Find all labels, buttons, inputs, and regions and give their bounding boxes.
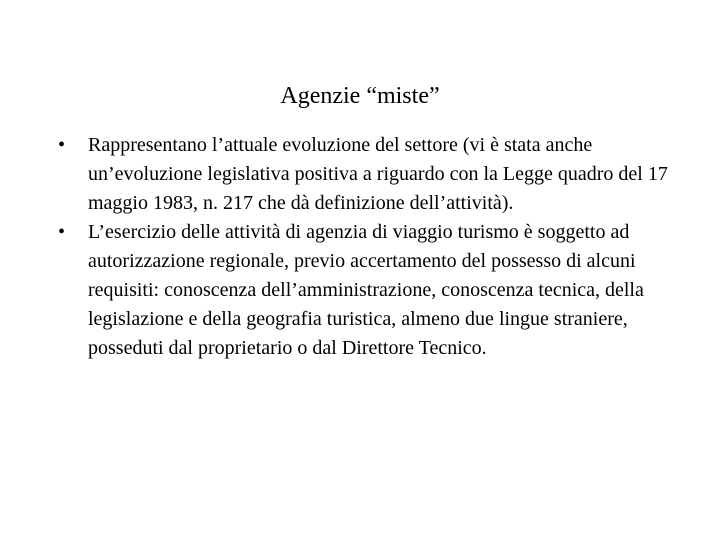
- bullet-text-1: Rappresentano l’attuale evoluzione del settore (vi è stata anche un’evoluzione legislativa positiva a riguardo con la Legge quadro del 17 maggio 1983, n. 217 che dà definizione dell’attività).: [88, 134, 668, 214]
- bullet-dot-icon: •: [58, 134, 66, 156]
- bullet-text-2: L’esercizio delle attività di agenzia di viaggio turismo è soggetto ad autorizzazione regionale, previo accertamento del possesso di alcuni requisiti: conoscenza dell’amministrazione, conoscenza tecnica, della legislazione e della geografia turistica, almeno due lingue straniere, posseduti dal proprietario o dal Direttore Tecnico.: [88, 221, 644, 359]
- bullet-dot-icon: •: [58, 221, 66, 243]
- bullet-list: [58, 131, 688, 363]
- bullet-item-2: [58, 218, 688, 363]
- slide-title: Agenzie “miste”: [280, 83, 440, 109]
- bullet-item-1: [58, 131, 688, 218]
